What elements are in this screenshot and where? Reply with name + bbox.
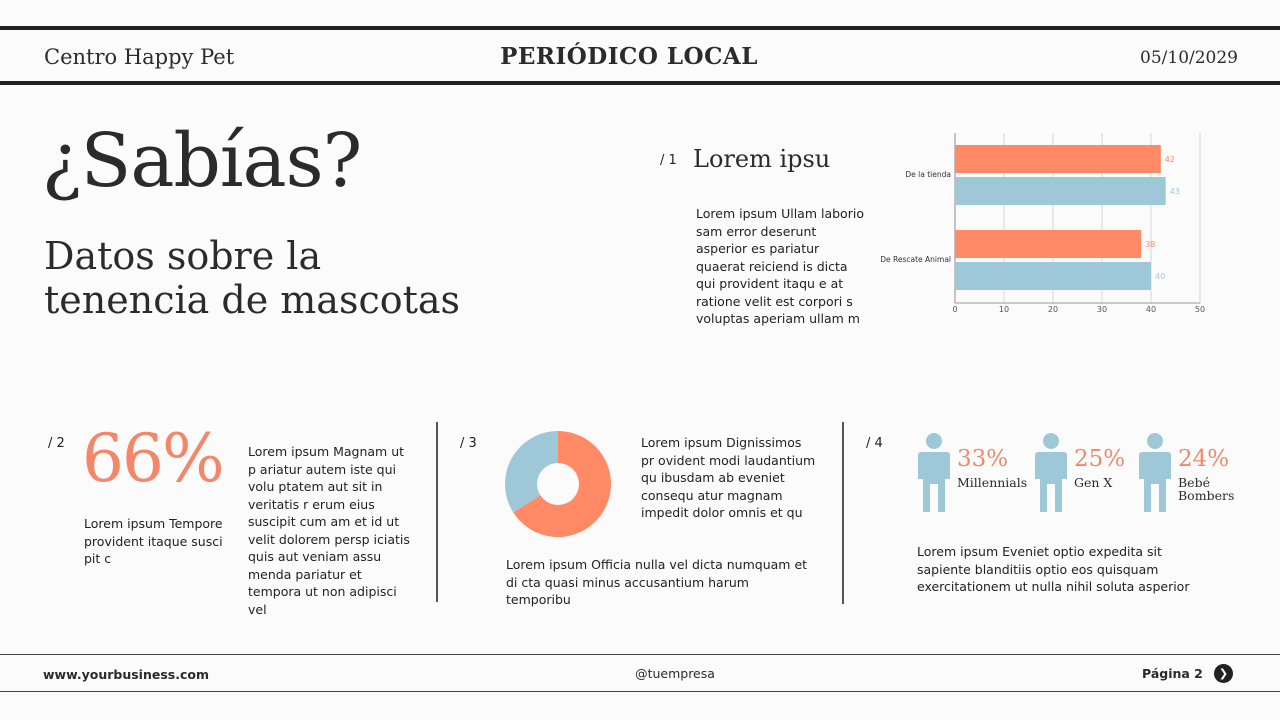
section-heading: Lorem ipsu xyxy=(693,145,831,173)
page-number: Página 2 xyxy=(1142,666,1203,681)
x-tick-label: 10 xyxy=(998,305,1010,314)
data-label: 42 xyxy=(1164,155,1175,164)
x-tick-label: 50 xyxy=(1194,305,1206,314)
x-tick-label: 0 xyxy=(952,305,958,314)
x-tick-label: 20 xyxy=(1047,305,1059,314)
hero-title: ¿Sabías? xyxy=(42,118,362,204)
section-text-secondary: Lorem ipsum Officia nulla vel dicta numquam et di cta quasi minus accusantium harum temporibu xyxy=(506,557,808,607)
person-icon xyxy=(917,432,951,514)
section-number: / 4 xyxy=(866,436,883,451)
issue-date: 05/10/2029 xyxy=(1140,48,1238,68)
footer-rule-top xyxy=(0,654,1280,655)
bar xyxy=(955,262,1151,290)
generation-label: Millennials xyxy=(957,475,1028,490)
generation-percent: 25% xyxy=(1074,446,1126,472)
hero-subtitle xyxy=(44,234,460,322)
section-number: / 3 xyxy=(460,436,477,451)
person-icon xyxy=(1034,432,1068,514)
header-rule-bottom xyxy=(0,81,1280,85)
donut-hole xyxy=(537,463,579,505)
generation-percent: 24% xyxy=(1178,446,1230,472)
stat-caption: Lorem ipsum Tempore provident itaque susci pit c xyxy=(84,516,223,566)
person-icon xyxy=(1138,432,1172,514)
generation-percent: 33% xyxy=(957,446,1009,472)
column-divider xyxy=(842,422,844,604)
header-rule-top xyxy=(0,26,1280,30)
next-page-icon[interactable]: ❯ xyxy=(1214,664,1233,683)
x-tick-label: 40 xyxy=(1145,305,1157,314)
brand-name: Centro Happy Pet xyxy=(44,45,235,69)
section-text: Lorem ipsum Ullam laborio sam error deserunt asperior es pariatur quaerat reiciend is dicta qui provident itaqu e at ratione velit est corpori s voluptas aperiam ullam m xyxy=(696,206,864,326)
section-number: / 1 xyxy=(660,153,677,168)
section-number: / 2 xyxy=(48,436,65,451)
hero-subtitle-line2: tenencia de mascotas xyxy=(44,278,461,322)
bar-chart xyxy=(870,125,1220,320)
data-label: 43 xyxy=(1169,187,1180,196)
section-text: Lorem ipsum Dignissimos pr ovident modi laudantium qu ibusdam ab eveniet consequ atur magnam impedit dolor omnis et qu xyxy=(641,435,816,520)
bar xyxy=(955,145,1161,173)
bar xyxy=(955,177,1166,205)
stat-percent: 66% xyxy=(82,420,223,497)
category-label: De Rescate Animal xyxy=(880,255,951,264)
data-label: 38 xyxy=(1145,240,1156,249)
category-label: De la tienda xyxy=(905,170,951,179)
data-label: 40 xyxy=(1155,272,1166,281)
generation-label: Gen X xyxy=(1074,475,1113,490)
x-tick-label: 30 xyxy=(1096,305,1108,314)
section-text: Lorem ipsum Eveniet optio expedita sit sapiente blanditiis optio eos quisquam exercitationem ut nulla nihil soluta asperior xyxy=(917,544,1190,594)
section-text: Lorem ipsum Magnam ut p ariatur autem iste qui volu ptatem aut sit in veritatis r erum eius suscipit cum am et id ut velit dolorem persp iciatis quis aut veniam assu menda pariatur et tempora ut non adipisci vel xyxy=(248,444,410,617)
website-link[interactable]: www.yourbusiness.com xyxy=(43,667,209,682)
bar xyxy=(955,230,1141,258)
donut-chart xyxy=(505,431,611,537)
newspaper-title: PERIÓDICO LOCAL xyxy=(500,43,758,70)
social-handle: @tuempresa xyxy=(635,666,715,681)
column-divider xyxy=(436,422,438,602)
footer-rule-bottom xyxy=(0,691,1280,692)
hero-subtitle-line1: Datos sobre la xyxy=(44,234,322,278)
generation-label: Bebé Bombers xyxy=(1178,475,1235,503)
